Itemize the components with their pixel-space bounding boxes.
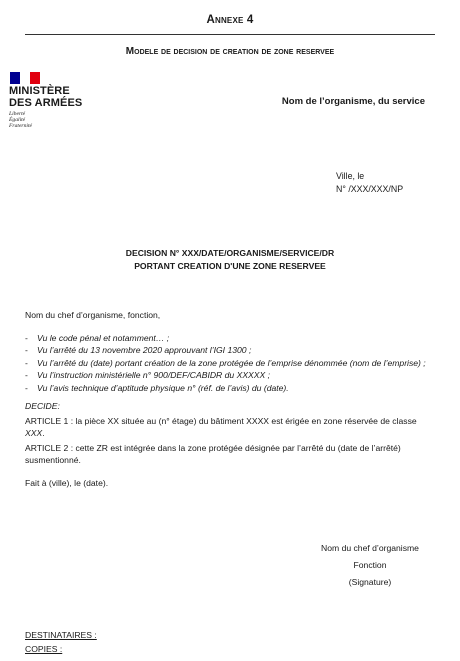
article-1 xyxy=(25,415,433,440)
vu-item: - Vu l’arrêté du 13 novembre 2020 approuvant l’IGI 1300 ; xyxy=(25,344,433,357)
signature-placeholder: (Signature) xyxy=(348,577,392,587)
french-flag-icon xyxy=(10,72,40,84)
city-date-line: Ville, le xyxy=(336,171,365,181)
annex-title: Annexe 4 xyxy=(206,14,254,26)
decision-title xyxy=(0,247,460,273)
republic-motto xyxy=(9,111,99,130)
organism-name: Nom de l’organisme, du service xyxy=(281,96,425,107)
motto-egalite: Égalité xyxy=(9,117,26,124)
ministry-line-2: DES ARMÉES xyxy=(9,96,83,109)
article-1-text: ARTICLE 1 : la pièce XX située au (n° étage) du bâtiment XXXX est érigée en zone réservée de classe xyxy=(25,415,417,426)
model-title: Modele de decision de creation de zone reservee xyxy=(125,46,335,57)
flag-red-band xyxy=(30,72,40,84)
header-divider xyxy=(25,34,435,35)
flag-blue-band xyxy=(10,72,20,84)
flag-white-band xyxy=(20,72,30,84)
signatory-function: Fonction xyxy=(353,560,387,570)
decision-body xyxy=(25,309,433,489)
vu-item: - Vu l’instruction ministérielle n° 900/DEF/CABIDR du XXXXX ; xyxy=(25,369,433,382)
copies-label: COPIES : xyxy=(25,644,63,654)
recipients-label: DESTINATAIRES : xyxy=(25,630,97,640)
vu-list xyxy=(25,332,433,395)
motto-fraternite: Fraternité xyxy=(9,123,32,130)
vu-item: - Vu l’avis technique d’aptitude physique n° (réf. de l’avis) du (date). xyxy=(25,382,433,395)
signature-block xyxy=(290,540,450,591)
ministry-line-1: MINISTÈRE xyxy=(9,85,70,97)
ministry-name xyxy=(9,86,99,109)
done-at-line: Fait à (ville), le (date). xyxy=(25,477,109,488)
vu-item: - Vu le code pénal et notamment… ; xyxy=(25,332,433,345)
decision-title-line-2: PORTANT CREATION D'UNE ZONE RESERVEE xyxy=(134,261,326,271)
motto-liberte: Liberté xyxy=(9,111,26,117)
decision-title-line-1: DECISION N° XXX/DATE/ORGANISME/SERVICE/DR xyxy=(125,248,335,258)
vu-item: - Vu l’arrêté du (date) portant création de la zone protégée de l’emprise dénommée (nom de l’emprise) ; xyxy=(25,357,433,370)
reference-number: N° /XXX/XXX/NP xyxy=(336,184,404,194)
place-date-block xyxy=(336,170,403,196)
article-1-class: XXX xyxy=(25,428,43,438)
article-1-end: . xyxy=(42,428,45,438)
signatory-name: Nom du chef d’organisme xyxy=(321,543,419,553)
article-2: ARTICLE 2 : cette ZR est intégrée dans la zone protégée désignée par l’arrêté du (date de l’arrêté) susmentionné. xyxy=(25,442,401,465)
chief-line: Nom du chef d’organisme, fonction, xyxy=(25,310,161,320)
ministry-logo xyxy=(9,72,99,142)
decide-heading: DECIDE: xyxy=(25,401,60,411)
